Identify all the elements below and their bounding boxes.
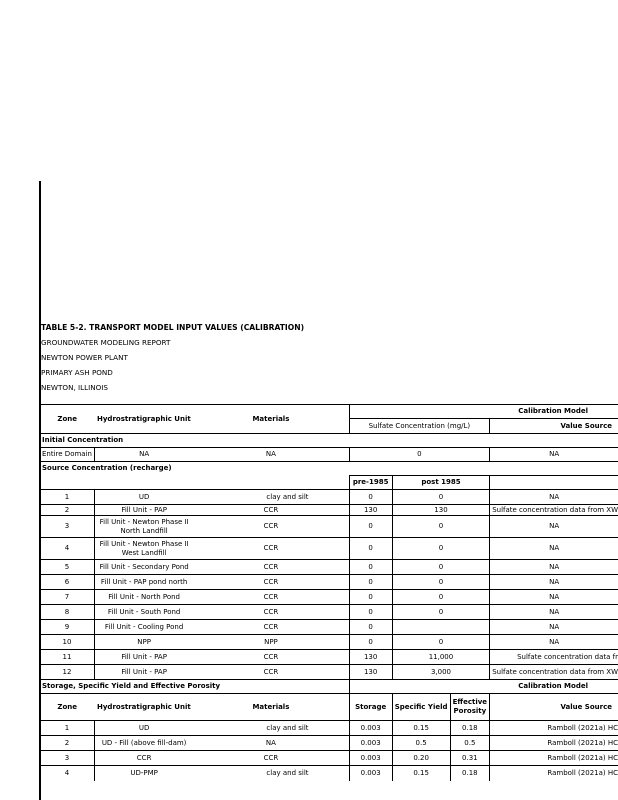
header-line-location: NEWTON, ILLINOIS [41, 383, 108, 392]
table-row [40, 620, 618, 635]
post-cell: 0 [392, 516, 489, 538]
section-storage [40, 680, 618, 694]
section-source-label: Source Concentration (recharge) [40, 462, 618, 476]
post-cell: 0 [392, 490, 489, 505]
table-row [40, 590, 618, 605]
unit-cell: Fill Unit - PAP [94, 650, 193, 665]
source-cell: Sulfate concentration data from XW [490, 505, 618, 516]
unit-cell: Fill Unit - North Pond [94, 590, 193, 605]
unit-cell: Fill Unit - PAP [94, 665, 193, 680]
source-cell: NA [490, 538, 618, 560]
col-specific-yield: Specific Yield [392, 694, 450, 721]
source-cell: Ramboll (2021a) HC [490, 766, 618, 781]
initial-value: 0 [349, 448, 490, 462]
materials-cell: NA [193, 736, 349, 751]
table-row [40, 650, 618, 665]
col-sulfate: Sulfate Concentration (mg/L) [349, 419, 490, 434]
header-line-pond: PRIMARY ASH POND [41, 368, 113, 377]
storage-cell: 0.003 [349, 736, 392, 751]
post-cell: 0 [392, 590, 489, 605]
materials-cell: CCR [193, 665, 349, 680]
table-header-row-1 [40, 405, 618, 419]
table-row [40, 605, 618, 620]
header-line-plant: NEWTON POWER PLANT [41, 353, 128, 362]
pre-cell: 0 [349, 635, 392, 650]
materials-cell: clay and silt [193, 721, 349, 736]
unit-cell: NPP [94, 635, 193, 650]
pre-cell: 0 [349, 560, 392, 575]
zone-cell: 1 [40, 721, 94, 736]
source-cell: Ramboll (2021a) HC [490, 736, 618, 751]
materials-cell: CCR [193, 516, 349, 538]
table-row [40, 665, 618, 680]
initial-materials: NA [193, 448, 349, 462]
col-storage: Storage [349, 694, 392, 721]
source-cell: NA [490, 575, 618, 590]
table-title: TABLE 5-2. TRANSPORT MODEL INPUT VALUES (CALIBRATION) [41, 323, 305, 332]
col-pre-1985: pre-1985 [349, 476, 392, 490]
pre-cell: 0 [349, 590, 392, 605]
source-cell: NA [490, 560, 618, 575]
source-cell: NA [490, 516, 618, 538]
section-source [40, 462, 618, 476]
col-post-1985: post 1985 [392, 476, 489, 490]
zone-cell: 8 [40, 605, 94, 620]
table-row [40, 721, 618, 736]
col-calibration-model: Calibration Model [349, 405, 618, 419]
post-cell: 130 [392, 505, 489, 516]
unit-cell: UD [94, 490, 193, 505]
specific-yield-cell: 0.15 [392, 766, 450, 781]
report-header [41, 320, 341, 395]
materials-cell: CCR [193, 605, 349, 620]
unit-cell: Fill Unit - Secondary Pond [94, 560, 193, 575]
zone-cell: 3 [40, 751, 94, 766]
section-initial [40, 434, 618, 448]
unit-cell: CCR [94, 751, 193, 766]
zone-cell: 1 [40, 490, 94, 505]
post-cell: 0 [392, 575, 489, 590]
zone-cell: 4 [40, 538, 94, 560]
pre-cell: 0 [349, 575, 392, 590]
post-cell: 0 [392, 605, 489, 620]
source-cell: NA [490, 620, 618, 635]
zone-cell: 12 [40, 665, 94, 680]
specific-yield-cell: 0.15 [392, 721, 450, 736]
unit-cell: Fill Unit - PAP pond north [94, 575, 193, 590]
initial-source: NA [490, 448, 618, 462]
zone-cell: 7 [40, 590, 94, 605]
table-row [40, 751, 618, 766]
materials-cell: CCR [193, 538, 349, 560]
unit-cell: UD - Fill (above fill-dam) [94, 736, 193, 751]
col-value-source-2: Value Source [490, 694, 618, 721]
table-row [40, 736, 618, 751]
pre-cell: 130 [349, 650, 392, 665]
col-effective-porosity: Effective Porosity [450, 694, 490, 721]
source-cell: NA [490, 605, 618, 620]
table-row [40, 490, 618, 505]
zone-cell: 11 [40, 650, 94, 665]
pre-cell: 0 [349, 605, 392, 620]
zone-cell: 6 [40, 575, 94, 590]
table-row [40, 635, 618, 650]
pre-cell: 0 [349, 490, 392, 505]
source-cell: NA [490, 590, 618, 605]
table-row [40, 560, 618, 575]
source-subheader [40, 476, 618, 490]
materials-cell: clay and silt [193, 766, 349, 781]
zone-cell: 10 [40, 635, 94, 650]
pre-cell: 0 [349, 516, 392, 538]
materials-cell: CCR [193, 505, 349, 516]
table-row [40, 516, 618, 538]
effective-porosity-cell: 0.31 [450, 751, 490, 766]
source-cell: NA [490, 635, 618, 650]
post-cell: 0 [392, 635, 489, 650]
materials-cell: clay and silt [193, 490, 349, 505]
zone-cell: 4 [40, 766, 94, 781]
storage-cell: 0.003 [349, 721, 392, 736]
initial-unit: NA [94, 448, 193, 462]
unit-cell: Fill Unit - Cooling Pond [94, 620, 193, 635]
materials-cell: CCR [193, 560, 349, 575]
source-cell: Ramboll (2021a) HC [490, 751, 618, 766]
zone-cell: 2 [40, 505, 94, 516]
unit-cell: Fill Unit - Newton Phase II North Landfill [94, 516, 193, 538]
table-row [40, 538, 618, 560]
post-cell: 0 [392, 538, 489, 560]
materials-cell: CCR [193, 650, 349, 665]
source-cell: Ramboll (2021a) HC [490, 721, 618, 736]
col-value-source: Value Source [490, 419, 618, 434]
col-zone: Zone [40, 405, 94, 434]
post-cell: 11,000 [392, 650, 489, 665]
storage-header [40, 694, 618, 721]
effective-porosity-cell: 0.18 [450, 721, 490, 736]
source-cell: NA [490, 490, 618, 505]
specific-yield-cell: 0.5 [392, 736, 450, 751]
materials-cell: CCR [193, 590, 349, 605]
source-cell: Sulfate concentration data fr [490, 650, 618, 665]
materials-cell: CCR [193, 751, 349, 766]
pre-cell: 130 [349, 665, 392, 680]
effective-porosity-cell: 0.18 [450, 766, 490, 781]
col-unit-2: Hydrostratigraphic Unit [94, 694, 193, 721]
source-cell: Sulfate concentration data from XW [490, 665, 618, 680]
col-zone-2: Zone [40, 694, 94, 721]
pre-cell: 130 [349, 505, 392, 516]
table-row [40, 766, 618, 781]
table-row [40, 505, 618, 516]
unit-cell: UD-PMP [94, 766, 193, 781]
table-row [40, 575, 618, 590]
transport-input-table [40, 404, 618, 781]
pre-cell: 0 [349, 538, 392, 560]
materials-cell: NPP [193, 635, 349, 650]
initial-zone: Entire Domain [40, 448, 94, 462]
header-line-report: GROUNDWATER MODELING REPORT [41, 338, 171, 347]
unit-cell: UD [94, 721, 193, 736]
zone-cell: 2 [40, 736, 94, 751]
effective-porosity-cell: 0.5 [450, 736, 490, 751]
col-materials-2: Materials [193, 694, 349, 721]
section-initial-label: Initial Concentration [40, 434, 618, 448]
zone-cell: 5 [40, 560, 94, 575]
post-cell: 3,000 [392, 665, 489, 680]
col-calibration-model-2: Calibration Model [349, 680, 618, 694]
storage-cell: 0.003 [349, 766, 392, 781]
unit-cell: Fill Unit - PAP [94, 505, 193, 516]
zone-cell: 9 [40, 620, 94, 635]
storage-cell: 0.003 [349, 751, 392, 766]
post-cell [392, 620, 489, 635]
post-cell: 0 [392, 560, 489, 575]
materials-cell: CCR [193, 575, 349, 590]
specific-yield-cell: 0.20 [392, 751, 450, 766]
col-unit: Hydrostratigraphic Unit [94, 405, 193, 434]
initial-row [40, 448, 618, 462]
unit-cell: Fill Unit - Newton Phase II West Landfill [94, 538, 193, 560]
section-storage-label: Storage, Specific Yield and Effective Porosity [40, 680, 349, 694]
pre-cell: 0 [349, 620, 392, 635]
col-materials: Materials [193, 405, 349, 434]
materials-cell: CCR [193, 620, 349, 635]
unit-cell: Fill Unit - South Pond [94, 605, 193, 620]
zone-cell: 3 [40, 516, 94, 538]
